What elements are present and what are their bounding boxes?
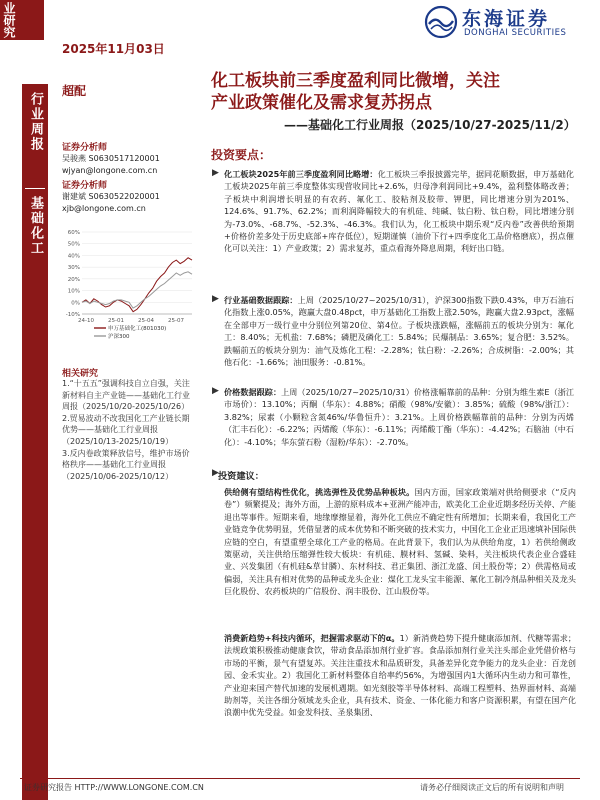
report-title-line1: 化工板块前三季度盈利同比微增，关注 xyxy=(211,71,500,91)
series-line-0 xyxy=(82,258,192,312)
donghai-logo xyxy=(424,2,574,42)
investment-points-heading: 投资要点： xyxy=(211,148,272,162)
report-subtitle: ——基础化工行业周报（2025/10/27-2025/11/2） xyxy=(284,118,576,132)
y-tick-label: 60% xyxy=(67,230,80,236)
rail-secondary-label: 基础化工 xyxy=(28,196,43,256)
point-2-text: 上周（2025/10/27~2025/10/31），沪深300指数下跌0.43%，申万石油石化指数上涨0.05%，跑赢大盘0.48pct，申万基础化工指数上涨2.50%，跑赢大盘2.93pct，涨幅在全部申万一级行业中分别位列第20位、第4位。子板块涨跌幅，涨幅前五的板块分别为：氟化工：8.40%；无机盐：7.68%；磷肥及磷化工：5.84%；民爆制品：3.65%；复合肥：3.52%。跌幅前五的板块分别为：油气及炼化工程：-2.28%；钛白粉：-2.26%；合成树脂：-2.00%；其他石化：-1.66%；油田服务：-0.81%。 xyxy=(224,295,574,368)
x-tick-label: 25-01 xyxy=(108,318,124,324)
chart-svg xyxy=(60,228,196,346)
analyst-label: 证券分析师 xyxy=(62,181,108,191)
footer-divider xyxy=(20,778,580,779)
logo-en-text: DONGHAI SECURITIES xyxy=(464,28,567,38)
y-tick-label: 40% xyxy=(67,253,80,260)
footer-website[interactable]: 证券研究报告 HTTP://WWW.LONGONE.COM.CN xyxy=(24,783,204,792)
analyst-label: 证券分析师 xyxy=(62,143,108,153)
bullet-icon: ▶ xyxy=(212,168,219,178)
point-1-text: 化工板块三季报披露完毕，据同花顺数据，申万基础化工板块2025年前三季度整体实现营收同比+2.6%，归母净利润同比+9.4%，盈利整体略改善；子板块中利润增长明显的有农药、氟化工、胶粘剂及胶带、钾肥，同比增速分别为201%、124.6%、91.7%、62.2%；而利润降幅较大的有机硅、纯碱、钛白粉、钛白粉，同比增速分别为-73.0%、-68.7%、-52.3%、-46.3%。我们认为，化工板块中期乐观“反内卷”改善供给预期+价格价差多处于历史底部+库存低位），短期谨慎（油价下行+四季度化工品价格磨底），拐点催化可以关注：1）产业政策；2）需求复苏，重点看海外降息周期，利好出口链。 xyxy=(224,169,574,254)
related-research-list xyxy=(62,378,196,482)
legend-label: 申万基础化工(801030) xyxy=(108,326,167,332)
suggestion-heading: 投资建议： xyxy=(218,471,264,482)
report-type-tab xyxy=(0,0,44,40)
analyst-name: 吴骏燕 S0630517120001 xyxy=(62,154,160,163)
analyst-2 xyxy=(62,178,160,215)
wave-logo-icon xyxy=(424,5,458,39)
bullet-icon: ▶ xyxy=(212,468,219,478)
suggestion-1-lead: 供给侧有望结构性优化，挑选弹性及优势品种板块。 xyxy=(224,487,415,497)
related-research-heading: 相关研究 xyxy=(62,369,99,379)
x-tick-label: 25-04 xyxy=(138,318,154,324)
related-item[interactable]: 1.“十五五”强调科技自立自强，关注新材料自主产业链——基础化工行业周报（2025/10/20-2025/10/26） xyxy=(62,379,190,412)
x-tick-label: 25-07 xyxy=(168,318,184,324)
analyst-name: 谢建斌 S0630522020001 xyxy=(62,192,160,201)
analyst-email[interactable]: xjb@longone.com.cn xyxy=(62,204,146,213)
point-paragraph-2 xyxy=(224,294,574,368)
point-3-lead: 价格数据跟踪： xyxy=(224,387,282,397)
y-tick-label: 50% xyxy=(67,241,80,248)
analyst-email[interactable]: wjyan@longone.com.cn xyxy=(62,166,158,175)
x-tick-label: 24-10 xyxy=(78,318,94,324)
report-title-line2: 产业政策催化及需求复苏拐点 xyxy=(211,93,432,113)
suggestion-paragraph-1 xyxy=(224,486,576,598)
footer-disclaimer: 请务必仔细阅读正文后的所有说明和声明 xyxy=(420,783,564,792)
report-date: 2025年11月03日 xyxy=(62,42,165,56)
rail-divider xyxy=(25,188,45,189)
point-3-text: 上周（2025/10/27~2025/10/31）价格涨幅靠前的品种：分别为维生素E（浙江市场价）：13.10%；丙酮（华东）：4.88%；硝酸（98%/安徽）：3.85%；硫酸（98%/浙江）：3.82%；尿素（小颗粒含氮46%/华鲁恒升）：3.21%。上周价格跌幅靠前的品种：分别为丙烯（汇丰石化）：-6.22%；丙烯酸（华东）：-6.11%；丙烯酸丁酯（华东）：-4.42%；石脑油（中石化）：-4.10%；华东萤石粉（湿粉/华东）：-2.70%。 xyxy=(224,387,574,447)
bullet-icon: ▶ xyxy=(212,294,219,304)
suggestion-2-lead: 消费新趋势+科技内循环，把握需求驱动下的α。 xyxy=(224,633,400,643)
bullet-icon: ▶ xyxy=(212,386,219,396)
analyst-1 xyxy=(62,140,160,177)
legend-label: 沪深300 xyxy=(108,334,130,340)
point-1-lead: 化工板块2025年前三季度盈利同比略增： xyxy=(224,169,378,179)
performance-chart xyxy=(60,228,196,346)
related-item[interactable]: 2.贸易波动不改我国化工产业链长期优势——基础化工行业周报（2025/10/13-2025/10/19） xyxy=(62,413,190,446)
point-paragraph-3 xyxy=(224,386,574,448)
y-tick-label: -10% xyxy=(65,312,80,318)
y-tick-label: 10% xyxy=(67,288,80,295)
suggestion-1-text: 国内方面，国家政策端对供给侧要求（“反内卷”）频繁提及；海外方面，上游的原料成本+亚洲产能冲击，欧美化工企业近期多经历关停、产能退出等事件。短期来看，地缘摩擦显着，海外化工供应不确定性有所增加；长期来看，我国化工产业链竞争优势明显，凭借显著的成本优势和不断突破的技术实力，中国化工企业正迅速填补国际供应链的空白，有望重塑全球化工产业的格局。在此背景下，我们认为从供给角度，1）若供给侧政策驱动，关注供给压缩弹性较大板块：有机硅、膜材料、氢碱、染料，关注板块代表企业合盛硅业、兴发集团（有机硅&草甘膦）、东材科技、君正集团、浙江龙盛、闰土股份等；2）供需格局或偏弱，关注具有相对优势的品种或龙头企业：煤化工龙头宝丰能源、氟化工制冷剂品种相关及龙头巨化股份、农药板块的广信股份、润丰股份、江山股份等。 xyxy=(224,487,576,597)
rail-primary-label: 行业周报 xyxy=(28,92,43,152)
y-tick-label: 30% xyxy=(67,265,80,272)
suggestion-paragraph-2 xyxy=(224,632,576,719)
logo-cn-text: 东海证券 xyxy=(462,8,551,30)
y-tick-label: 0% xyxy=(71,300,80,307)
point-paragraph-1 xyxy=(224,168,574,255)
report-type-label: 业研究 xyxy=(2,2,16,38)
y-tick-label: 20% xyxy=(67,276,80,283)
point-2-lead: 行业基础数据跟踪： xyxy=(224,295,298,305)
rating-label: 超配 xyxy=(62,84,87,98)
category-rail xyxy=(22,84,48,800)
suggestion-2-text: 1）新消费趋势下提升健康添加剂、代糖等需求；法规政策积极推动健康食饮，带动食品添加剂行业扩容。食品添加剂行业关注头部企业凭借价格与市场的平衡，景气有望复苏。关注注重技术和品质研发，具备差异化竞争能力的龙头企业：百龙创园、金禾实业。2）我国化工新材料整体自给率约56%，为增强国内1大循环内生动力和可靠性，产业迎来国产替代加速的发展机遇期。如光刻胶等半导体材料、高端工程塑料、热界面材料、高端助剂等，关注各细分领域龙头企业，具有技术、资金、一体化能力和客户资源积累，有望在国产化浪潮中优先受益。如金发科技、圣泉集团、 xyxy=(224,633,576,718)
series-line-1 xyxy=(82,272,192,308)
related-item[interactable]: 3.反内卷政策释放信号，维护市场价格秩序——基础化工行业周报（2025/10/06-2025/10/12） xyxy=(62,448,190,481)
